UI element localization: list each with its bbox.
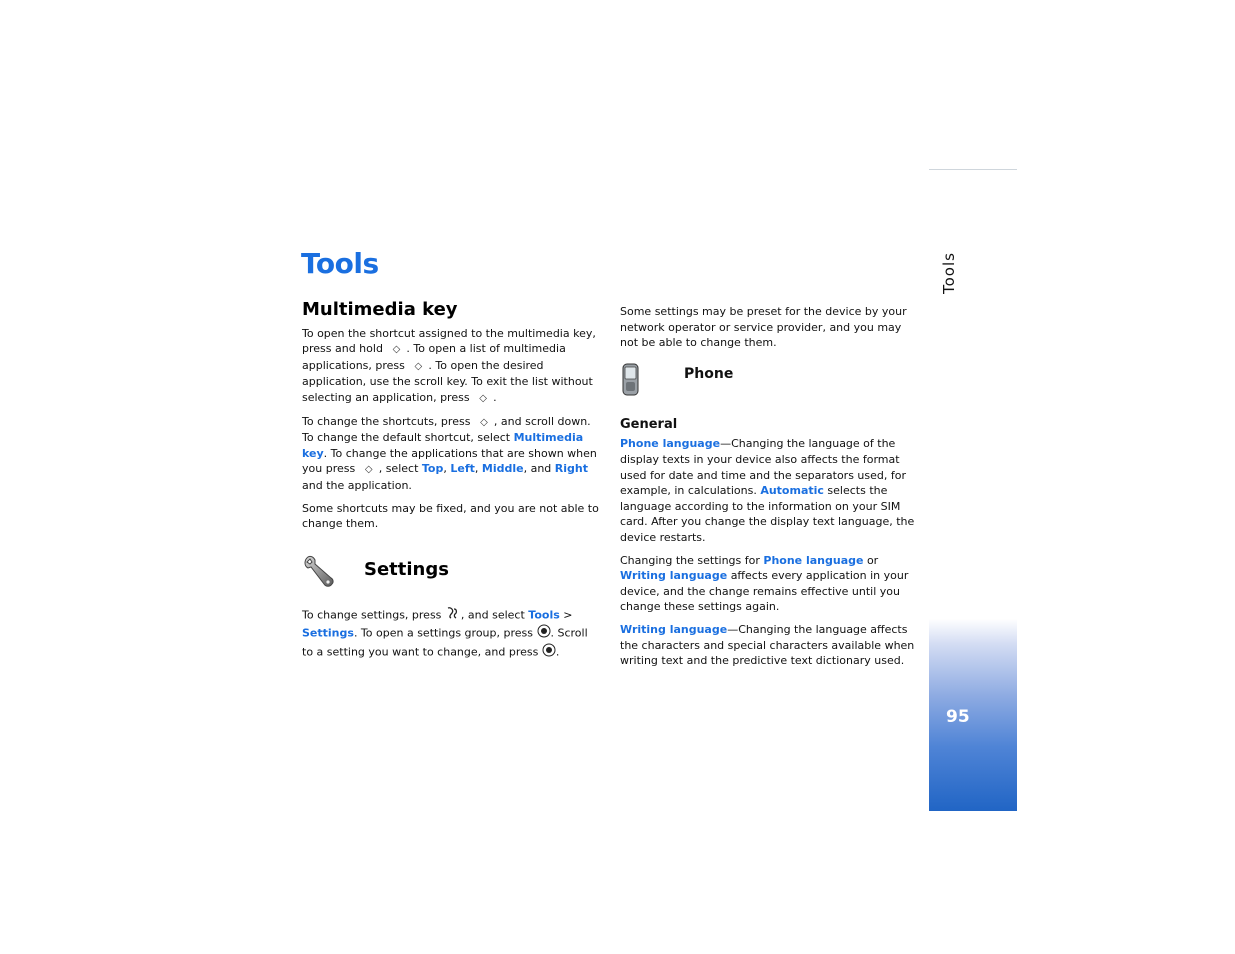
multimedia-key-heading: Multimedia key	[302, 299, 458, 320]
language-change-paragraph: Changing the settings for Phone language or Writing language affects every application in your device, and the change remains effective until you change these settings again.	[620, 553, 909, 614]
scroll-key-icon	[537, 624, 551, 643]
sidebar-section-title: Tools	[940, 252, 958, 294]
menu-term-tools: Tools	[528, 608, 560, 622]
phone-heading: Phone	[684, 365, 734, 382]
right-column	[620, 304, 920, 676]
phone-icon	[620, 363, 642, 402]
general-heading: General	[620, 416, 678, 432]
wrench-icon	[302, 553, 336, 594]
settings-heading: Settings	[364, 558, 449, 580]
menu-term-automatic: Automatic	[760, 484, 824, 498]
menu-term-settings: Settings	[302, 626, 354, 640]
scroll-key-icon	[542, 643, 556, 662]
menu-term-writing-language: Writing language	[620, 569, 728, 583]
menu-term-middle: Middle	[481, 462, 524, 476]
menu-term-top: Top	[421, 462, 444, 476]
multimedia-key-icon: ◇	[479, 392, 487, 404]
phone-heading-row	[620, 363, 920, 407]
multimedia-key-icon: ◇	[364, 464, 373, 476]
menu-term-phone-language: Phone language	[620, 437, 721, 451]
page-title: Tools	[301, 247, 379, 280]
menu-key-icon	[445, 606, 461, 625]
settings-paragraph-1: To change settings, press , and select Tools > Settings. To open a settings group, press . Scroll to a setting you want to change, and press .	[302, 606, 602, 662]
page-number: 95	[946, 707, 970, 727]
multimedia-paragraph-2: To change the shortcuts, press ◇ , and scroll down. To change the default shortcut, select Multimedia key. To change the applications that are shown when you press ◇ , select Top, Left, Middle, and Right and the application.	[302, 414, 597, 492]
preset-note: Some settings may be preset for the device by your network operator or service provider, and you may not be able to change them.	[620, 305, 907, 350]
phone-language-paragraph: Phone language—Changing the language of the display texts in your device also affects the format used for date and time and the separators used, for example, in calculations. Automatic selects the language according to the information on your SIM card. After you change the display text language, the device restarts.	[620, 437, 915, 544]
multimedia-paragraph-3: Some shortcuts may be fixed, and you are not able to change them.	[302, 501, 599, 531]
multimedia-key-icon: ◇	[392, 344, 401, 356]
multimedia-paragraph-1: To open the shortcut assigned to the multimedia key, press and hold ◇ . To open a list of multimedia applications, press ◇ . To open the desired application, use the scroll key. To exit the list without selecting an application, press ◇ .	[302, 326, 602, 407]
menu-term-multimedia-key: Multimedia key	[302, 431, 584, 460]
menu-term-phone-language: Phone language	[763, 553, 864, 567]
writing-language-paragraph: Writing language—Changing the language affects the characters and special characters available when writing text and the predictive text dictionary used.	[620, 622, 915, 668]
menu-term-left: Left	[450, 462, 475, 476]
menu-term-writing-language: Writing language	[620, 622, 728, 636]
settings-heading-row	[302, 554, 602, 594]
left-column	[302, 299, 602, 669]
multimedia-key-icon: ◇	[480, 416, 488, 428]
menu-term-right: Right	[554, 462, 589, 476]
multimedia-key-icon: ◇	[414, 360, 423, 372]
